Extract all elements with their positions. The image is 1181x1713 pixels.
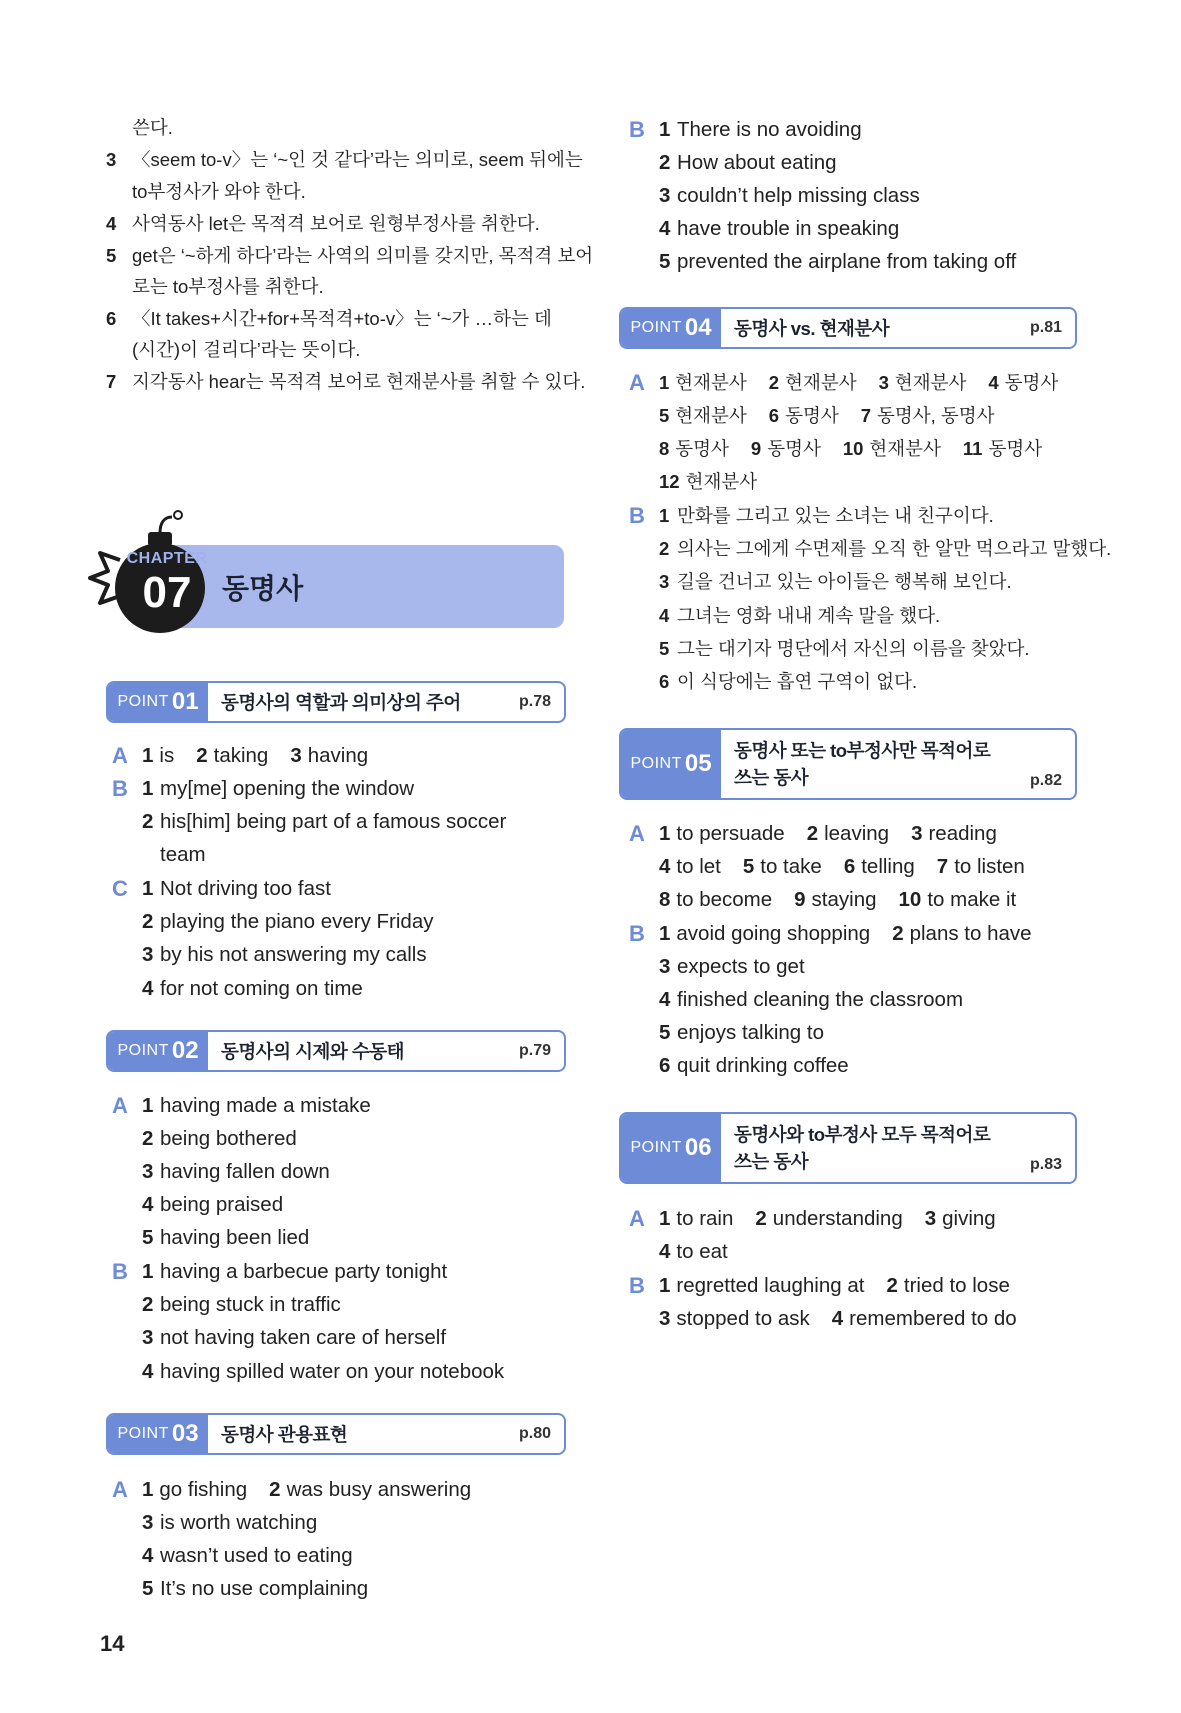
answer-line: 4 to let 5 to take 6 telling 7 to listen [659, 855, 1025, 878]
section-letter: B [629, 117, 645, 142]
answer-line: 5 It’s no use complaining [142, 1577, 369, 1600]
answer-line: 8 동명사 9 동명사 10 현재분사 11 동명사 [659, 438, 1043, 459]
answer-line: C 1 Not driving too fast [106, 873, 566, 905]
point-02-header [106, 1030, 566, 1072]
answer-line: 4 finished cleaning the classroom [659, 988, 964, 1011]
answer-line: 4 wasn’t used to eating [142, 1544, 353, 1567]
answer-line: 2 his[him] being part of a famous soccer [142, 810, 507, 833]
point-tag: POINT 05 [621, 730, 721, 798]
page-number: 14 [100, 1631, 125, 1656]
answer-line: 3 expects to get [659, 955, 805, 978]
answer-line: 3 not having taken care of herself [142, 1326, 447, 1349]
answer-line: 4 being praised [142, 1193, 284, 1216]
section-letter: B [629, 921, 645, 946]
explanation-line: 5 get은 ‘~하게 하다’라는 사역의 의미를 갖지만, 목적격 보어 [106, 245, 594, 266]
point-title: 동명사 관용표현 [221, 1423, 348, 1445]
answer-line: 3 couldn’t help missing class [659, 184, 920, 207]
section-letter: A [112, 1093, 128, 1118]
answer-line: 3 is worth watching [142, 1511, 318, 1534]
answer-line: 2 being bothered [142, 1127, 297, 1150]
answer-line: B 1 There is no avoiding [623, 114, 1083, 146]
explanation-line: (시간)이 걸리다’라는 뜻이다. [132, 339, 361, 360]
point-06-header [619, 1112, 1077, 1184]
explanation-line: 6 〈It takes+시간+for+목적격+to-v〉는 ‘~가 …하는 데 [106, 308, 552, 329]
explanation-line: 4 사역동사 let은 목적격 보어로 원형부정사를 취한다. [106, 213, 540, 234]
answer-line: A 1 to rain 2 understanding 3 giving [623, 1203, 1083, 1235]
answer-line: 3 by his not answering my calls [142, 943, 427, 966]
answer-line: 2 being stuck in traffic [142, 1293, 341, 1316]
answer-line: 8 to become 9 staying 10 to make it [659, 888, 1017, 911]
answer-line: 5 현재분사 6 동명사 7 동명사, 동명사 [659, 405, 995, 426]
point-page: p.79 [518, 1042, 551, 1059]
section-letter: A [112, 743, 128, 768]
answer-line: B 1 my[me] opening the window [106, 773, 566, 805]
point-title: 동명사 vs. 현재분사 [734, 317, 890, 339]
section-letter: A [629, 821, 645, 846]
point-page: p.80 [518, 1425, 551, 1442]
answer-line: A 1 to persuade 2 leaving 3 reading [623, 818, 1083, 850]
answer-line: B 1 having a barbecue party tonight [106, 1256, 566, 1288]
explanation-line: to부정사가 와야 한다. [132, 181, 306, 202]
section-letter: A [629, 1206, 645, 1231]
point-page: p.83 [1029, 1156, 1062, 1173]
section-letter: A [629, 370, 645, 395]
answer-line: 2 playing the piano every Friday [142, 910, 434, 933]
section-letter: B [629, 1273, 645, 1298]
point-tag: POINT 03 [108, 1415, 208, 1453]
explanation-line: 쓴다. [132, 117, 173, 138]
chapter-title: 동명사 [222, 572, 304, 604]
point-05-header [619, 728, 1077, 800]
explanation-line: 7 지각동사 hear는 목적격 보어로 현재분사를 취할 수 있다. [106, 371, 586, 392]
section-letter: B [112, 776, 128, 801]
point-tag: POINT 01 [108, 683, 208, 721]
answer-line: 5 enjoys talking to [659, 1021, 825, 1044]
point-page: p.78 [518, 693, 551, 710]
point-page: p.82 [1029, 772, 1062, 789]
answer-line: 4 have trouble in speaking [659, 217, 900, 240]
answer-line: 3 having fallen down [142, 1160, 330, 1183]
point-title: 동명사와 to부정사 모두 목적어로 쓰는 동사 [734, 1124, 991, 1172]
explanation-line: 로는 to부정사를 취한다. [132, 276, 324, 297]
point-title: 동명사의 역할과 의미상의 주어 [221, 691, 461, 713]
point-04-header [619, 307, 1077, 349]
answer-line: team [160, 843, 206, 866]
section-letter: B [629, 503, 645, 528]
answer-line: 2 의사는 그에게 수면제를 오직 한 알만 먹으라고 말했다. [659, 538, 1112, 559]
answer-line: 4 그녀는 영화 내내 계속 말을 했다. [659, 605, 941, 626]
answer-line: 5 그는 대기자 명단에서 자신의 이름을 찾았다. [659, 638, 1030, 659]
point-page: p.81 [1029, 319, 1062, 336]
point-title: 동명사의 시제와 수동태 [221, 1040, 404, 1062]
point-tag: POINT 06 [621, 1114, 721, 1182]
answer-line: 3 stopped to ask 4 remembered to do [659, 1307, 1017, 1330]
answer-line: A 1 go fishing 2 was busy answering [106, 1474, 566, 1506]
answer-line: 4 to eat [659, 1240, 728, 1263]
section-letter: A [112, 1477, 128, 1502]
answer-line: 5 having been lied [142, 1226, 310, 1249]
answer-line: B 1 regretted laughing at 2 tried to lose [623, 1270, 1083, 1302]
answer-line: 6 이 식당에는 흡연 구역이 없다. [659, 671, 918, 692]
point-tag: POINT 04 [621, 309, 721, 347]
point-tag: POINT 02 [108, 1032, 208, 1070]
answer-line: 5 prevented the airplane from taking off [659, 250, 1017, 273]
explanation-line: 3 〈seem to-v〉는 ‘~인 것 같다’라는 의미로, seem 뒤에는 [106, 149, 583, 170]
answer-line: 4 having spilled water on your notebook [142, 1360, 505, 1383]
answer-line: B 1 avoid going shopping 2 plans to have [623, 918, 1083, 950]
point-title: 동명사 또는 to부정사만 목적어로 쓰는 동사 [734, 740, 991, 788]
answer-line: 12 현재분사 [659, 471, 758, 492]
chapter-label: CHAPTER [126, 550, 208, 567]
answer-line: 2 How about eating [659, 151, 837, 174]
section-letter: B [112, 1259, 128, 1284]
answer-line: A 1 현재분사 2 현재분사 3 현재분사 4 동명사 [623, 367, 1083, 399]
point-03-header [106, 1413, 566, 1455]
answer-line: A 1 having made a mistake [106, 1090, 566, 1122]
answer-line: B 1 만화를 그리고 있는 소녀는 내 친구이다. [623, 500, 1083, 532]
chapter-number: 07 [142, 568, 192, 617]
point-01-header [106, 681, 566, 723]
answer-line: 6 quit drinking coffee [659, 1054, 849, 1077]
answer-line: A 1 is 2 taking 3 having [106, 740, 566, 772]
chapter-banner [88, 505, 568, 625]
answer-line: 4 for not coming on time [142, 977, 363, 1000]
section-letter: C [112, 876, 128, 901]
answer-line: 3 길을 건너고 있는 아이들은 행복해 보인다. [659, 571, 1012, 592]
